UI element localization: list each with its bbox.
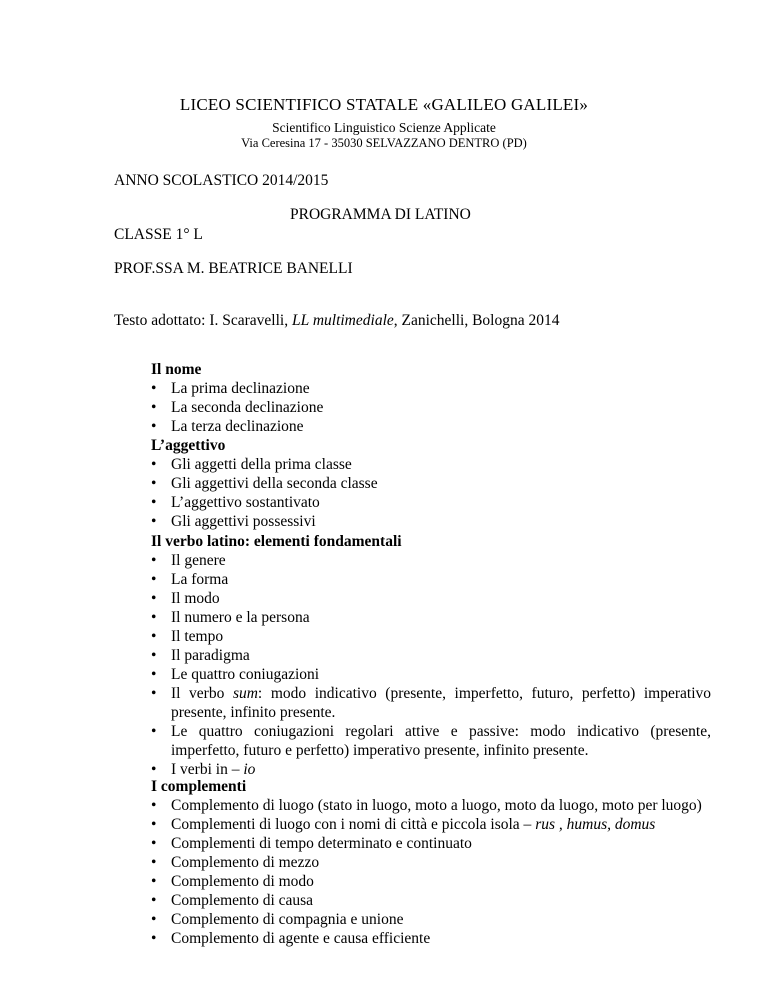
list-item: • Il modo xyxy=(151,589,711,608)
teacher-name: PROF.SSA M. BEATRICE BANELLI xyxy=(114,260,353,277)
section-heading: I complementi xyxy=(151,778,247,795)
list-item: • Il numero e la persona xyxy=(151,608,711,627)
school-year: ANNO SCOLASTICO 2014/2015 xyxy=(114,172,329,189)
io-word: io xyxy=(243,761,256,778)
school-address: Via Ceresina 17 - 35030 SELVAZZANO DENTRO (PD) xyxy=(241,136,527,150)
list-item: • Complemento di agente e causa efficiente xyxy=(151,929,711,948)
list-item: • Gli aggetti della prima classe xyxy=(151,455,711,474)
list-item: • Il paradigma xyxy=(151,646,711,665)
list-item: • La forma xyxy=(151,570,711,589)
list-item: • Complementi di tempo determinato e continuato xyxy=(151,834,711,853)
list-item: • La terza declinazione xyxy=(151,417,711,436)
school-title: LICEO SCIENTIFICO STATALE «GALILEO GALILEI» xyxy=(179,95,589,114)
class-label: CLASSE 1° L xyxy=(114,226,203,243)
list-item: • Complemento di compagnia e unione xyxy=(151,910,711,929)
program-title: PROGRAMMA DI LATINO xyxy=(290,206,471,223)
section-verbo xyxy=(151,532,711,779)
list-item: • Complemento di causa xyxy=(151,891,711,910)
sum-suffix: : modo indicativo (presente, imperfetto, futuro, perfetto) imperativo presente, infinito presente. xyxy=(171,685,711,721)
sum-prefix: Il verbo xyxy=(171,685,233,702)
textbook-title: LL multimediale xyxy=(291,312,394,329)
section-aggettivo xyxy=(151,436,711,531)
textbook-suffix: , Zanichelli, Bologna 2014 xyxy=(393,312,560,329)
sum-word: sum xyxy=(232,685,258,702)
io-prefix: I verbi in – xyxy=(171,761,244,778)
list-item xyxy=(151,815,711,834)
list-item: • Gli aggettivi possessivi xyxy=(151,512,711,531)
list-item: • L’aggettivo sostantivato xyxy=(151,493,711,512)
list-item: • Complemento di mezzo xyxy=(151,853,711,872)
list-item: • La prima declinazione xyxy=(151,379,711,398)
list-item: • Le quattro coniugazioni regolari attive e passive: modo indicativo (presente, imperfetto, futuro e perfetto) imperativo presente, infinito presente. xyxy=(151,722,711,760)
textbook xyxy=(114,312,559,330)
list-item: • La seconda declinazione xyxy=(151,398,711,417)
list-item: • Le quattro coniugazioni xyxy=(151,665,711,684)
section-heading: Il verbo latino: elementi fondamentali xyxy=(151,533,402,550)
luogo-citta-italic: rus , humus, domus xyxy=(535,816,656,833)
list-item: • Complemento di luogo (stato in luogo, moto a luogo, moto da luogo, moto per luogo) xyxy=(151,796,711,815)
section-complementi xyxy=(151,777,711,948)
list-item: • Complemento di modo xyxy=(151,872,711,891)
list-item: • Il genere xyxy=(151,551,711,570)
luogo-citta-prefix: Complementi di luogo con i nomi di città e piccola isola – xyxy=(171,816,536,833)
list-item: • Gli aggettivi della seconda classe xyxy=(151,474,711,493)
section-heading: Il nome xyxy=(151,361,202,378)
section-nome xyxy=(151,360,711,436)
list-item: • Il tempo xyxy=(151,627,711,646)
school-tracks: Scientifico Linguistico Scienze Applicate xyxy=(272,120,496,135)
section-heading: L’aggettivo xyxy=(151,437,226,454)
textbook-prefix: Testo adottato: I. Scaravelli, xyxy=(114,312,292,329)
list-item xyxy=(151,684,711,722)
